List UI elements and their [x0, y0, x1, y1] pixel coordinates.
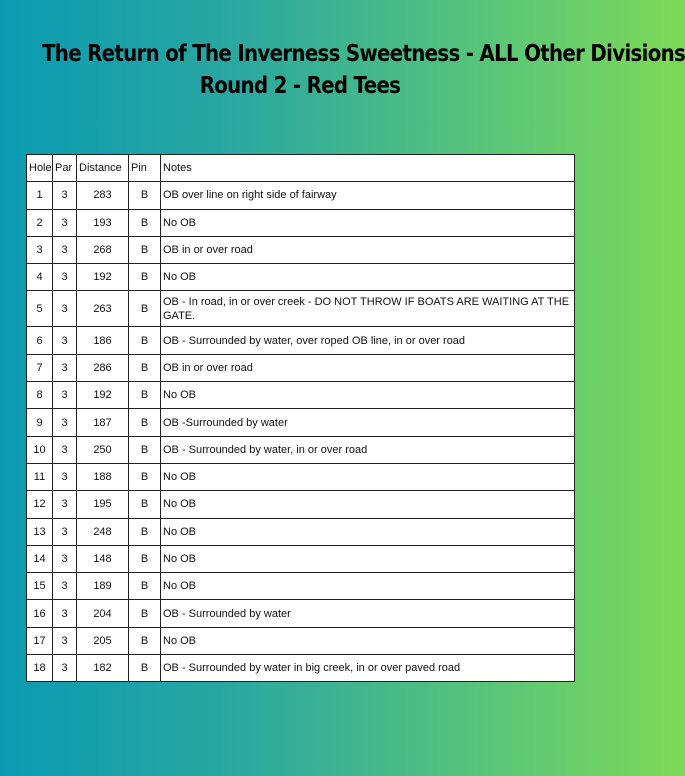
notes-cell: OB - Surrounded by water, in or over road — [161, 436, 575, 463]
par-cell: 3 — [53, 236, 77, 263]
notes-cell: No OB — [161, 545, 575, 572]
distance-cell: 148 — [77, 545, 129, 572]
distance-cell: 263 — [77, 291, 129, 327]
header-distance: Distance — [77, 155, 129, 182]
notes-cell: OB over line on right side of fairway — [161, 182, 575, 209]
notes-cell: No OB — [161, 627, 575, 654]
hole-cell: 8 — [27, 382, 53, 409]
pin-cell: B — [129, 354, 161, 381]
hole-cell: 18 — [27, 655, 53, 682]
table-body — [27, 182, 575, 682]
notes-cell: No OB — [161, 573, 575, 600]
pin-cell: B — [129, 264, 161, 291]
pin-cell: B — [129, 236, 161, 263]
pin-cell: B — [129, 291, 161, 327]
pin-cell: B — [129, 545, 161, 572]
table-row — [27, 491, 575, 518]
par-cell: 3 — [53, 491, 77, 518]
hole-cell: 17 — [27, 627, 53, 654]
table-header-row — [27, 155, 575, 182]
par-cell: 3 — [53, 182, 77, 209]
notes-cell: OB - In road, in or over creek - DO NOT THROW IF BOATS ARE WAITING AT THE GATE. — [161, 291, 575, 327]
page-title — [42, 38, 685, 102]
table-row — [27, 291, 575, 327]
distance-cell: 192 — [77, 264, 129, 291]
distance-cell: 195 — [77, 491, 129, 518]
notes-cell: OB -Surrounded by water — [161, 409, 575, 436]
par-cell: 3 — [53, 600, 77, 627]
header-notes: Notes — [161, 155, 575, 182]
pin-cell: B — [129, 182, 161, 209]
par-cell: 3 — [53, 382, 77, 409]
pin-cell: B — [129, 627, 161, 654]
pin-cell: B — [129, 491, 161, 518]
pin-cell: B — [129, 209, 161, 236]
table-row — [27, 182, 575, 209]
hole-cell: 3 — [27, 236, 53, 263]
hole-cell: 2 — [27, 209, 53, 236]
par-cell: 3 — [53, 409, 77, 436]
table-row — [27, 600, 575, 627]
notes-cell: No OB — [161, 463, 575, 490]
distance-cell: 182 — [77, 655, 129, 682]
distance-cell: 193 — [77, 209, 129, 236]
table-row — [27, 573, 575, 600]
header-par: Par — [53, 155, 77, 182]
pin-cell: B — [129, 655, 161, 682]
hole-cell: 6 — [27, 327, 53, 354]
hole-cell: 15 — [27, 573, 53, 600]
distance-cell: 268 — [77, 236, 129, 263]
table-row — [27, 545, 575, 572]
title-line-1: The Return of The Inverness Sweetness - ALL Other Divisions — [42, 41, 685, 67]
table-row — [27, 655, 575, 682]
pin-cell: B — [129, 382, 161, 409]
notes-cell: No OB — [161, 518, 575, 545]
par-cell: 3 — [53, 436, 77, 463]
table-row — [27, 264, 575, 291]
notes-cell: OB - Surrounded by water, over roped OB line, in or over road — [161, 327, 575, 354]
pin-cell: B — [129, 409, 161, 436]
par-cell: 3 — [53, 209, 77, 236]
distance-cell: 187 — [77, 409, 129, 436]
par-cell: 3 — [53, 545, 77, 572]
par-cell: 3 — [53, 264, 77, 291]
notes-cell: No OB — [161, 264, 575, 291]
title-line-2: Round 2 - Red Tees — [199, 73, 401, 99]
hole-cell: 11 — [27, 463, 53, 490]
distance-cell: 189 — [77, 573, 129, 600]
hole-cell: 1 — [27, 182, 53, 209]
hole-cell: 13 — [27, 518, 53, 545]
table-row — [27, 518, 575, 545]
distance-cell: 283 — [77, 182, 129, 209]
pin-cell: B — [129, 600, 161, 627]
pin-cell: B — [129, 573, 161, 600]
distance-cell: 204 — [77, 600, 129, 627]
pin-cell: B — [129, 327, 161, 354]
par-cell: 3 — [53, 291, 77, 327]
par-cell: 3 — [53, 518, 77, 545]
table-row — [27, 436, 575, 463]
hole-table-container — [26, 154, 575, 682]
table-row — [27, 382, 575, 409]
par-cell: 3 — [53, 463, 77, 490]
table-row — [27, 627, 575, 654]
table-row — [27, 463, 575, 490]
hole-cell: 16 — [27, 600, 53, 627]
hole-cell: 7 — [27, 354, 53, 381]
notes-cell: No OB — [161, 209, 575, 236]
hole-cell: 10 — [27, 436, 53, 463]
notes-cell: OB - Surrounded by water in big creek, in or over paved road — [161, 655, 575, 682]
par-cell: 3 — [53, 327, 77, 354]
hole-cell: 14 — [27, 545, 53, 572]
distance-cell: 250 — [77, 436, 129, 463]
hole-cell: 9 — [27, 409, 53, 436]
table-row — [27, 409, 575, 436]
pin-cell: B — [129, 463, 161, 490]
notes-cell: No OB — [161, 382, 575, 409]
table-row — [27, 209, 575, 236]
distance-cell: 186 — [77, 327, 129, 354]
distance-cell: 248 — [77, 518, 129, 545]
notes-cell: No OB — [161, 491, 575, 518]
notes-cell: OB - Surrounded by water — [161, 600, 575, 627]
header-pin: Pin — [129, 155, 161, 182]
par-cell: 3 — [53, 627, 77, 654]
par-cell: 3 — [53, 655, 77, 682]
hole-cell: 4 — [27, 264, 53, 291]
hole-cell: 12 — [27, 491, 53, 518]
table-row — [27, 236, 575, 263]
table-row — [27, 354, 575, 381]
par-cell: 3 — [53, 354, 77, 381]
table-row — [27, 327, 575, 354]
distance-cell: 192 — [77, 382, 129, 409]
distance-cell: 188 — [77, 463, 129, 490]
header-hole: Hole — [27, 155, 53, 182]
distance-cell: 286 — [77, 354, 129, 381]
hole-table — [26, 154, 575, 682]
pin-cell: B — [129, 518, 161, 545]
par-cell: 3 — [53, 573, 77, 600]
notes-cell: OB in or over road — [161, 354, 575, 381]
pin-cell: B — [129, 436, 161, 463]
distance-cell: 205 — [77, 627, 129, 654]
hole-cell: 5 — [27, 291, 53, 327]
notes-cell: OB in or over road — [161, 236, 575, 263]
